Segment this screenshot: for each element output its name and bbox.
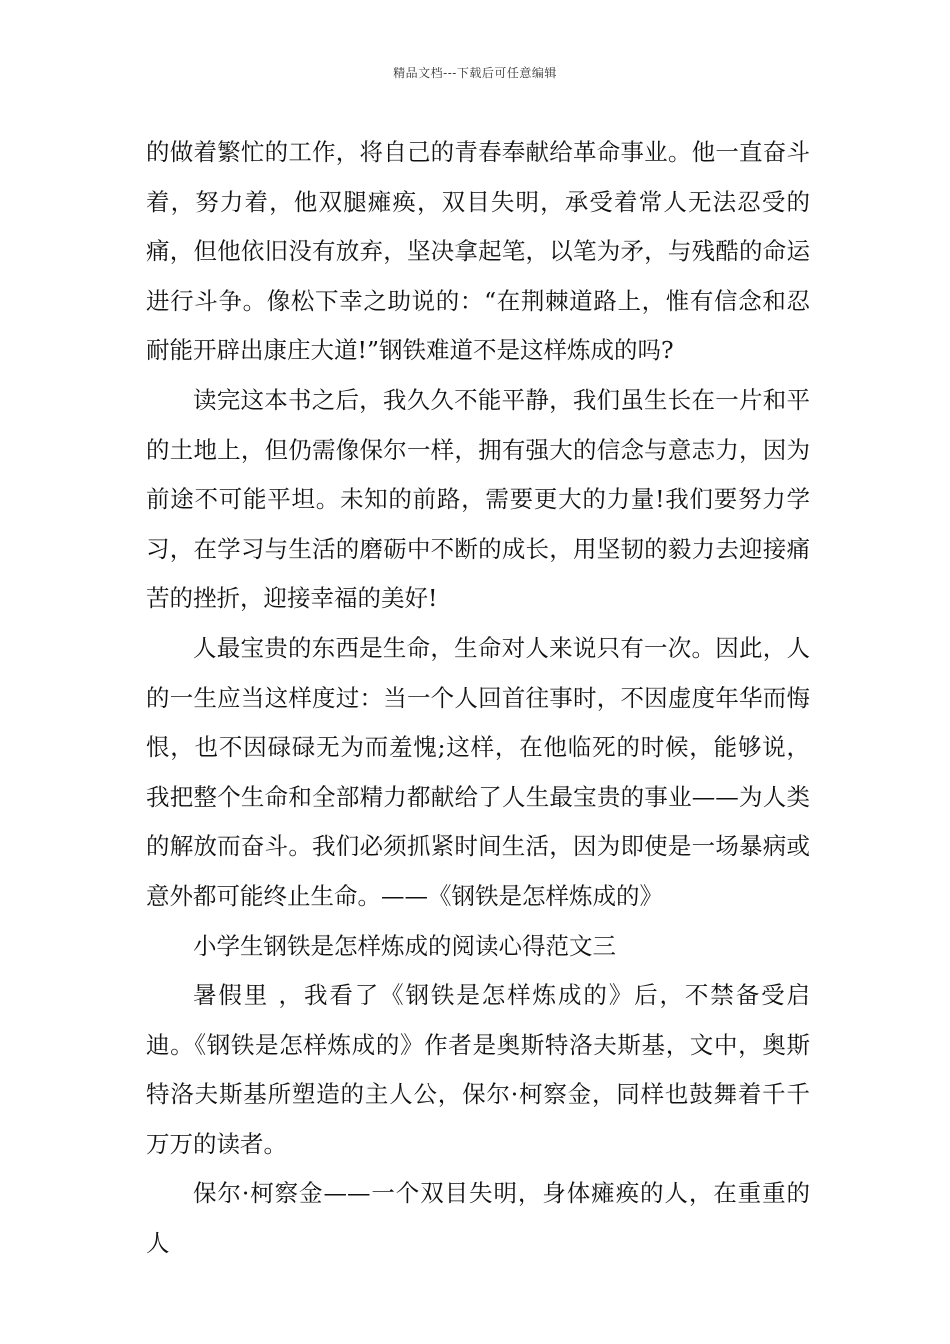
paragraph-5: 保尔·柯察金——一个双目失明，身体瘫痪的人，在重重的人 [146,1179,810,1258]
paragraph-3: 人最宝贵的东西是生命，生命对人来说只有一次。因此，人的一生应当这样度过：当一个人回首往事时，不因虚度年华而悔恨，也不因碌碌无为而羞愧;这样，在他临死的时候，能够说，我把整个生命和全部精力都献给了人生最宝贵的事业——为人类的解放而奋斗。我们必须抓紧时间生活，因为即使是一场暴病或意外都可能终止生命。——《钢铁是怎样炼成的》 [146,633,810,910]
page-header: 精品文档---下载后可任意编辑 [393,66,557,80]
paragraph-4: 暑假里 ，我看了《钢铁是怎样炼成的》后，不禁备受启迪。《钢铁是怎样炼成的》作者是奥斯特洛夫斯基，文中，奥斯特洛夫斯基所塑造的主人公，保尔·柯察金，同样也鼓舞着千千万万的读者。 [146,981,810,1158]
document-body [146,128,810,1269]
paragraph-2: 读完这本书之后，我久久不能平静，我们虽生长在一片和平的土地上，但仍需像保尔一样，拥有强大的信念与意志力，因为前途不可能平坦。未知的前路，需要更大的力量!我们要努力学习，在学习与生活的磨砺中不断的成长，用坚韧的毅力去迎接痛苦的挫折，迎接幸福的美好! [146,385,810,613]
paragraph-1: 的做着繁忙的工作，将自己的青春奉献给革命事业。他一直奋斗着，努力着，他双腿瘫痪，双目失明，承受着常人无法忍受的痛，但他依旧没有放弃，坚决拿起笔，以笔为矛，与残酷的命运进行斗争。像松下幸之助说的：“在荆棘道路上，惟有信念和忍耐能开辟出康庄大道!”钢铁难道不是这样炼成的吗? [146,138,810,365]
section-heading: 小学生钢铁是怎样炼成的阅读心得范文三 [193,931,616,960]
